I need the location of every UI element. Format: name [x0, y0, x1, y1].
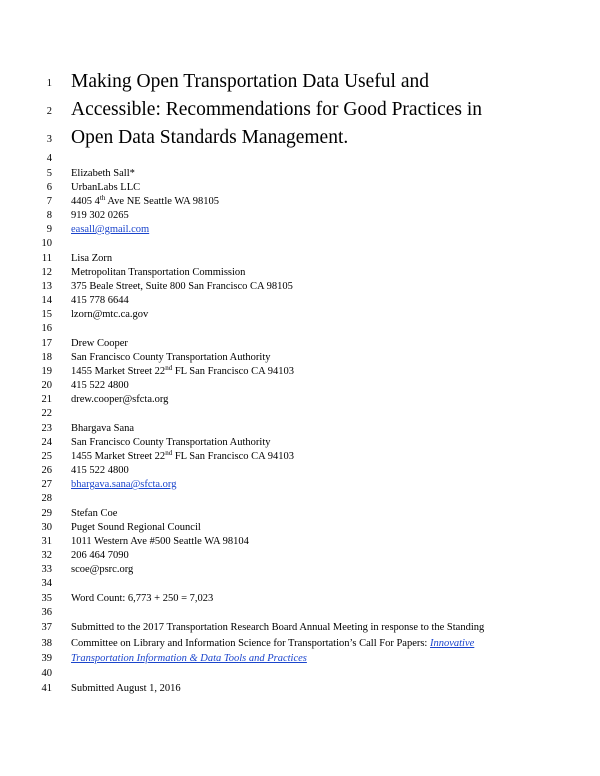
author-affiliation: San Francisco County Transportation Authority — [71, 352, 271, 363]
line-number: 18 — [41, 352, 52, 363]
author-name: Bhargava Sana — [71, 423, 135, 434]
line-number: 40 — [41, 668, 52, 679]
author-name: Stefan Coe — [71, 508, 118, 519]
author-affiliation: Metropolitan Transportation Commission — [71, 267, 246, 278]
paper-title-line-3: Open Data Standards Management. — [71, 127, 349, 148]
line-number: 32 — [41, 550, 52, 561]
line-number: 7 — [46, 196, 52, 207]
line-number: 26 — [41, 465, 52, 476]
submission-statement-line-2: Committee on Library and Information Science for Transportation’s Call For Papers: Innovative — [71, 638, 475, 649]
line-number: 9 — [46, 224, 52, 235]
line-number: 16 — [41, 323, 52, 334]
line-number: 19 — [41, 366, 52, 377]
author-name: Lisa Zorn — [71, 253, 113, 264]
line-number: 38 — [41, 638, 52, 649]
line-number: 33 — [41, 564, 52, 575]
line-number: 17 — [41, 338, 52, 349]
line-number: 1 — [46, 78, 52, 89]
line-number: 4 — [46, 153, 52, 164]
author-affiliation: UrbanLabs LLC — [71, 182, 141, 193]
line-number: 12 — [41, 267, 52, 278]
line-number: 22 — [41, 408, 52, 419]
line-number: 3 — [46, 134, 52, 145]
author-affiliation: San Francisco County Transportation Authority — [71, 437, 271, 448]
line-number: 30 — [41, 522, 52, 533]
line-number: 24 — [41, 437, 52, 448]
call-for-papers-link[interactable]: Transportation Information & Data Tools and Practices — [71, 653, 307, 664]
line-number: 36 — [41, 607, 52, 618]
submitted-date: Submitted August 1, 2016 — [71, 683, 181, 694]
submission-statement-line-1: Submitted to the 2017 Transportation Research Board Annual Meeting in response to the Standing — [71, 622, 485, 633]
author-phone: 415 778 6644 — [71, 295, 129, 306]
line-number: 5 — [46, 168, 52, 179]
line-number: 21 — [41, 394, 52, 405]
author-address: 1455 Market Street 22nd FL San Francisco CA 94103 — [71, 364, 295, 377]
line-number: 20 — [41, 380, 52, 391]
line-number: 37 — [41, 622, 52, 633]
author-email: drew.cooper@sfcta.org — [71, 394, 169, 405]
line-number: 14 — [41, 295, 52, 306]
author-address: 375 Beale Street, Suite 800 San Francisco CA 98105 — [71, 281, 293, 292]
line-number: 41 — [41, 683, 52, 694]
line-number: 39 — [41, 653, 52, 664]
author-address: 4405 4th Ave NE Seattle WA 98105 — [71, 194, 219, 207]
line-number: 35 — [41, 593, 52, 604]
line-number: 31 — [41, 536, 52, 547]
author-affiliation: Puget Sound Regional Council — [71, 522, 201, 533]
author-name: Drew Cooper — [71, 338, 128, 349]
line-number: 8 — [46, 210, 52, 221]
line-number: 27 — [41, 479, 52, 490]
line-number: 10 — [41, 238, 52, 249]
line-number: 6 — [46, 182, 52, 193]
author-address: 1011 Western Ave #500 Seattle WA 98104 — [71, 536, 249, 547]
line-number: 2 — [46, 106, 52, 117]
line-number: 34 — [41, 578, 52, 589]
author-email: lzorn@mtc.ca.gov — [71, 309, 149, 320]
line-number: 11 — [41, 253, 52, 264]
word-count: Word Count: 6,773 + 250 = 7,023 — [71, 593, 214, 604]
paper-title-line-1: Making Open Transportation Data Useful and — [71, 71, 429, 92]
author-address: 1455 Market Street 22nd FL San Francisco CA 94103 — [71, 449, 295, 462]
call-for-papers-link[interactable]: Innovative — [429, 638, 475, 649]
author-name: Elizabeth Sall* — [71, 168, 135, 179]
author-email-link[interactable]: easall@gmail.com — [71, 224, 150, 235]
line-number: 25 — [41, 451, 52, 462]
line-number: 28 — [41, 493, 52, 504]
author-phone: 415 522 4800 — [71, 465, 129, 476]
author-phone: 919 302 0265 — [71, 210, 129, 221]
author-email: scoe@psrc.org — [71, 564, 134, 575]
paper-title-line-2: Accessible: Recommendations for Good Practices in — [71, 99, 483, 120]
author-phone: 415 522 4800 — [71, 380, 129, 391]
line-number: 15 — [41, 309, 52, 320]
author-email-link[interactable]: bhargava.sana@sfcta.org — [71, 479, 177, 490]
line-number: 29 — [41, 508, 52, 519]
line-number: 23 — [41, 423, 52, 434]
author-phone: 206 464 7090 — [71, 550, 129, 561]
line-number: 13 — [41, 281, 52, 292]
